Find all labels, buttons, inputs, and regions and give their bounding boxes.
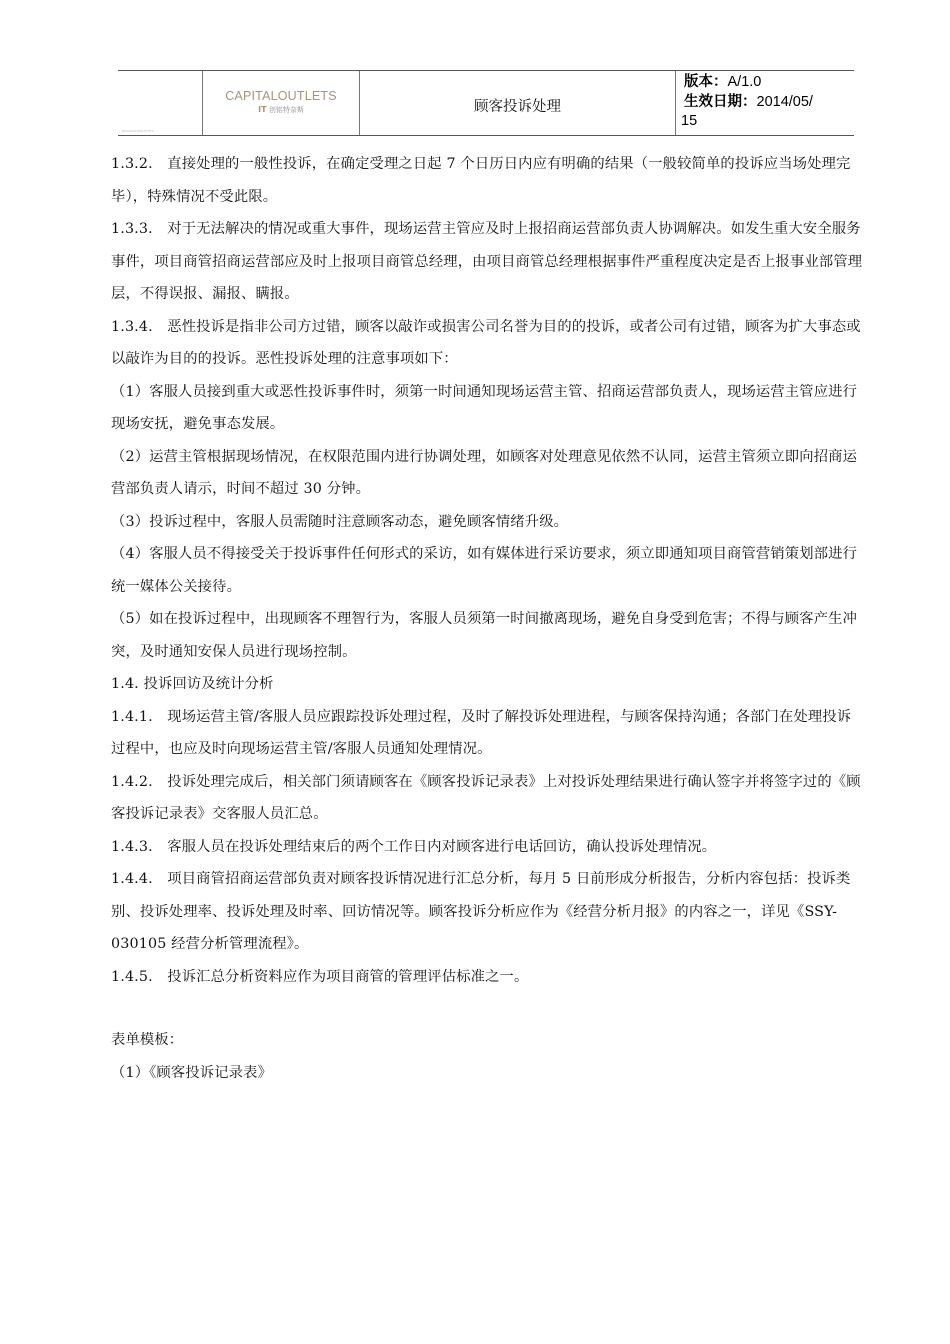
title-cell xyxy=(360,71,676,135)
brand-logo: CAPITALOUTLETS xyxy=(225,89,337,103)
paragraph: 1.3.2. 直接处理的一般性投诉，在确定受理之日起 7 个日历日内应有明确的结果（一般较简单的投诉应当场处理完毕），特殊情况不受此限。 xyxy=(111,156,851,205)
logo-cell xyxy=(202,71,360,135)
paragraph: （3）投诉过程中，客服人员需随时注意顾客动态，避免顾客情绪升级。 xyxy=(111,513,569,530)
paragraph: （4）客服人员不得接受关于投诉事件任何形式的采访，如有媒体进行采访要求，须立即通知项目商管营销策划部进行统一媒体公关接待。 xyxy=(111,546,858,595)
date-label: 生效日期： xyxy=(684,94,757,110)
date-value: 2014/05/ xyxy=(756,94,813,110)
paragraph: （2）运营主管根据现场情况，在权限范围内进行协调处理，如顾客对处理意见依然不认同，运营主管须立即向招商运营部负责人请示，时间不超过 30 分钟。 xyxy=(111,448,858,497)
forms-item: （1）《顾客投诉记录表》 xyxy=(111,1064,273,1081)
paragraph: 1.4.4. 项目商管招商运营部负责对顾客投诉情况进行汇总分析，每月 5 日前形成分析报告，分析内容包括：投诉类别、投诉处理率、投诉处理及时率、回访情况等。顾客投诉分析应作为《经营分析月报》的内容之一，详见《SSY-030105 经营分析管理流程》。 xyxy=(111,871,851,952)
paragraph: 1.4.1. 现场运营主管/客服人员应跟踪投诉处理过程，及时了解投诉处理进程，与顾客保持沟通；各部门在处理投诉过程中，也应及时向现场运营主管/客服人员通知处理情况。 xyxy=(111,708,852,757)
version-value: A/1.0 xyxy=(727,74,762,90)
spacer xyxy=(111,993,863,1024)
paragraph: 1.4.2. 投诉处理完成后，相关部门须请顾客在《顾客投诉记录表》上对投诉处理结果进行确认签字并将签字过的《顾客投诉记录表》交客服人员汇总。 xyxy=(111,773,861,822)
paragraph: 1.4.5. 投诉汇总分析资料应作为项目商管的管理评估标准之一。 xyxy=(111,968,529,985)
header-blank-cell xyxy=(118,71,202,135)
document-body xyxy=(111,148,863,1089)
document-title: 顾客投诉处理 xyxy=(474,99,561,115)
meta-cell xyxy=(676,71,854,135)
paragraph: 1.3.3. 对于无法解决的情况或重大事件，现场运营主管应及时上报招商运营部负责人协调解决。如发生重大安全服务事件，项目商管招商运营部应及时上报项目商管总经理，由项目商管总经理根据事件严重程度决定是否上报事业部管理层，不得误报、漏报、瞒报。 xyxy=(111,221,863,302)
paragraph: 1.4.3. 客服人员在投诉处理结束后的两个工作日内对顾客进行电话回访，确认投诉处理情况。 xyxy=(111,838,717,855)
effective-date-line xyxy=(684,93,813,112)
section-heading: 1.4. 投诉回访及统计分析 xyxy=(111,676,274,692)
brand-subtitle-text: 创铭特奈斯 xyxy=(268,106,304,114)
document-header xyxy=(118,70,854,136)
version-label: 版本： xyxy=(684,74,728,90)
paragraph: 1.3.4. 恶性投诉是指非公司方过错，顾客以敲诈或损害公司名誉为目的的投诉，或者公司有过错，顾客为扩大事态或以敲诈为目的的投诉。恶性投诉处理的注意事项如下： xyxy=(111,318,861,367)
logo-small-text: NEUSPORTSOUTLETS xyxy=(122,129,154,133)
paragraph: （1）客服人员接到重大或恶性投诉事件时，须第一时间通知现场运营主管、招商运营部负责人，现场运营主管应进行现场安抚，避免事态发展。 xyxy=(111,383,858,432)
paragraph: （5）如在投诉过程中，出现顾客不理智行为，客服人员须第一时间撤离现场，避免自身受到危害；不得与顾客产生冲突，及时通知安保人员进行现场控制。 xyxy=(111,611,858,660)
forms-heading: 表单模板： xyxy=(111,1032,184,1048)
brand-subtitle xyxy=(203,105,359,115)
version-line xyxy=(684,73,761,92)
effective-date-wrap: 15 xyxy=(681,113,698,129)
brand-mark: IT xyxy=(258,105,267,114)
